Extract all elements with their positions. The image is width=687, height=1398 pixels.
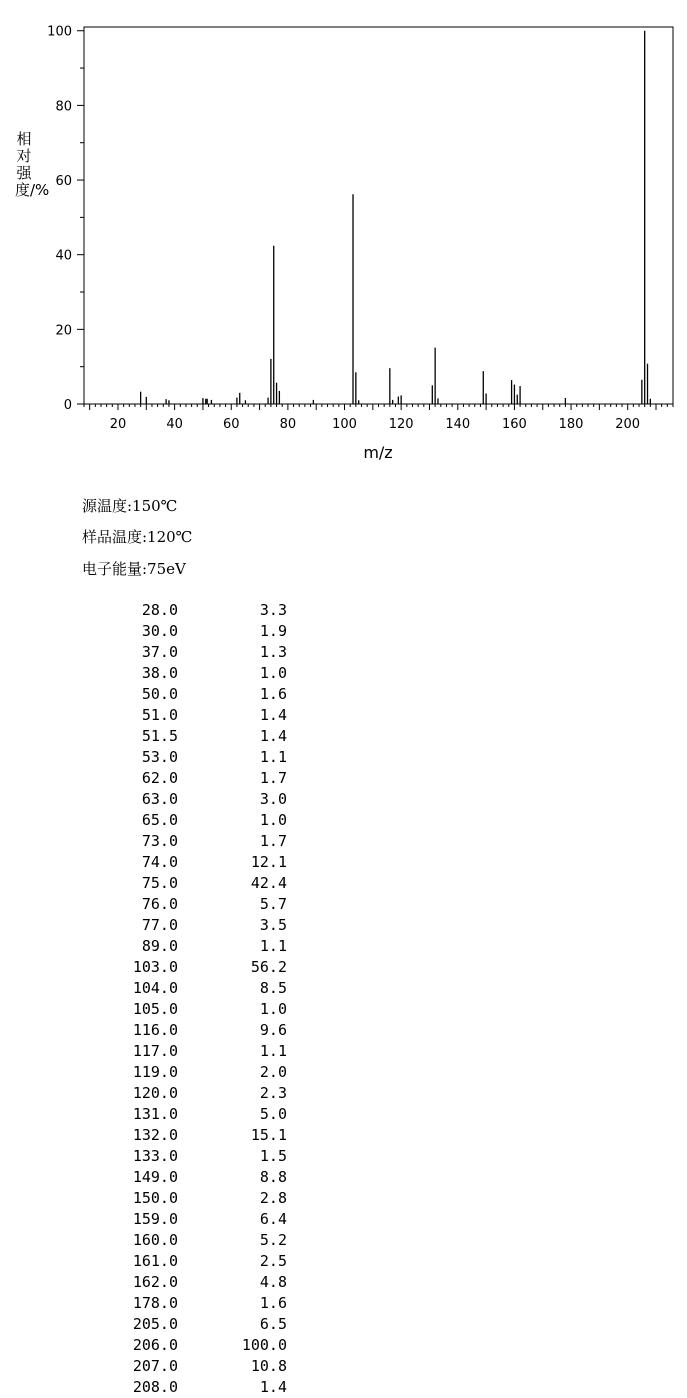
peak-intensity: 3.5 xyxy=(259,916,287,934)
peak-intensity: 2.0 xyxy=(259,1063,287,1081)
peak-mz: 76.0 xyxy=(141,895,178,913)
peak-intensity: 1.4 xyxy=(259,706,287,724)
spectrum-bars xyxy=(141,31,651,404)
peak-mz: 160.0 xyxy=(132,1231,178,1249)
peak-intensity: 1.0 xyxy=(259,1000,287,1018)
peak-mz: 150.0 xyxy=(132,1189,178,1207)
peak-mz: 50.0 xyxy=(141,685,178,703)
peak-intensity: 3.3 xyxy=(259,601,287,619)
peak-mz: 77.0 xyxy=(141,916,178,934)
peak-intensity: 5.7 xyxy=(259,895,287,913)
peak-mz: 159.0 xyxy=(132,1210,178,1228)
peak-intensity: 1.3 xyxy=(259,643,287,661)
y-tick-label: 40 xyxy=(55,248,72,264)
electron-energy: 电子能量:75eV xyxy=(82,560,186,578)
peak-intensity: 1.4 xyxy=(259,1378,287,1396)
peak-mz: 63.0 xyxy=(141,790,178,808)
mass-spectrum-chart xyxy=(0,0,687,470)
peak-intensity: 1.7 xyxy=(259,769,287,787)
peak-mz: 104.0 xyxy=(132,979,178,997)
peak-mz: 206.0 xyxy=(132,1336,178,1354)
x-axis-ticks xyxy=(84,404,673,432)
peak-intensity: 6.5 xyxy=(259,1315,287,1333)
peak-mz: 116.0 xyxy=(132,1021,178,1039)
x-tick-label: 20 xyxy=(109,417,127,432)
source-temperature: 源温度:150℃ xyxy=(82,497,178,515)
peak-intensity: 12.1 xyxy=(250,853,287,871)
peak-intensity: 5.2 xyxy=(259,1231,287,1249)
peak-intensity: 3.0 xyxy=(259,790,287,808)
y-axis-ticks xyxy=(47,25,84,413)
peak-intensity: 1.6 xyxy=(259,685,287,703)
peak-mz: 73.0 xyxy=(141,832,178,850)
peak-mz: 149.0 xyxy=(132,1168,178,1186)
peak-mz: 161.0 xyxy=(132,1252,178,1270)
y-tick-label: 20 xyxy=(55,323,72,339)
y-tick-label: 0 xyxy=(63,398,72,413)
x-tick-label: 120 xyxy=(388,417,414,432)
peak-intensity: 1.9 xyxy=(259,622,287,640)
peak-intensity: 10.8 xyxy=(250,1357,287,1375)
peak-mz: 119.0 xyxy=(132,1063,178,1081)
peak-intensity: 2.8 xyxy=(259,1189,287,1207)
peak-intensity: 1.1 xyxy=(259,1042,287,1060)
peak-mz: 74.0 xyxy=(141,853,178,871)
peak-intensity: 1.5 xyxy=(259,1147,287,1165)
peak-mz: 205.0 xyxy=(132,1315,178,1333)
peak-mz: 37.0 xyxy=(141,643,178,661)
peak-mz: 208.0 xyxy=(132,1378,178,1396)
peak-intensity: 100.0 xyxy=(241,1336,287,1354)
peak-intensity: 1.6 xyxy=(259,1294,287,1312)
peak-intensity: 42.4 xyxy=(250,874,287,892)
peak-mz: 120.0 xyxy=(132,1084,178,1102)
y-axis-label: 相对强度/% xyxy=(15,130,50,199)
peak-intensity: 8.8 xyxy=(259,1168,287,1186)
peak-mz: 162.0 xyxy=(132,1273,178,1291)
peak-intensity: 5.0 xyxy=(259,1105,287,1123)
x-axis-label: m/z xyxy=(363,443,393,462)
peak-mz: 65.0 xyxy=(141,811,178,829)
x-tick-label: 100 xyxy=(332,417,357,432)
peak-mz: 62.0 xyxy=(141,769,178,787)
peak-mz: 117.0 xyxy=(132,1042,178,1060)
peak-intensity: 9.6 xyxy=(259,1021,287,1039)
x-tick-label: 180 xyxy=(558,417,584,432)
peak-mz: 51.5 xyxy=(141,727,178,745)
peak-mz: 207.0 xyxy=(132,1357,178,1375)
x-tick-label: 140 xyxy=(445,417,471,432)
peak-mz: 28.0 xyxy=(141,601,178,619)
peak-mz: 178.0 xyxy=(132,1294,178,1312)
peak-intensity: 2.3 xyxy=(259,1084,287,1102)
peak-mz: 75.0 xyxy=(141,874,178,892)
x-tick-label: 80 xyxy=(279,417,297,432)
peak-intensity: 1.7 xyxy=(259,832,287,850)
peak-mz: 131.0 xyxy=(132,1105,178,1123)
y-tick-label: 60 xyxy=(55,174,72,190)
peak-intensity: 56.2 xyxy=(250,958,287,976)
peak-intensity: 4.8 xyxy=(259,1273,287,1291)
x-tick-label: 160 xyxy=(502,417,527,432)
peak-mz: 133.0 xyxy=(132,1147,178,1165)
y-tick-label: 80 xyxy=(55,99,72,115)
peak-intensity: 1.1 xyxy=(259,748,287,766)
y-tick-label: 100 xyxy=(47,24,72,40)
plot-frame xyxy=(84,27,673,404)
peak-mz: 89.0 xyxy=(141,937,178,955)
peak-mz: 105.0 xyxy=(132,1000,178,1018)
x-tick-label: 40 xyxy=(166,417,183,432)
peak-intensity: 1.4 xyxy=(259,727,287,745)
peak-mz: 30.0 xyxy=(141,622,178,640)
x-tick-label: 60 xyxy=(222,417,240,432)
peak-intensity: 15.1 xyxy=(250,1126,287,1144)
peak-mz: 51.0 xyxy=(141,706,178,724)
peak-intensity: 1.0 xyxy=(259,664,287,682)
peak-mz: 103.0 xyxy=(132,958,178,976)
peak-intensity: 1.0 xyxy=(259,811,287,829)
peak-mz: 53.0 xyxy=(141,748,178,766)
peak-intensity: 6.4 xyxy=(259,1210,287,1228)
peak-intensity: 1.1 xyxy=(259,937,287,955)
x-tick-label: 200 xyxy=(615,417,641,432)
peak-intensity: 8.5 xyxy=(259,979,287,997)
peak-intensity: 2.5 xyxy=(259,1252,287,1270)
peak-mz: 38.0 xyxy=(141,664,178,682)
peak-mz: 132.0 xyxy=(132,1126,178,1144)
sample-temperature: 样品温度:120℃ xyxy=(82,528,193,546)
